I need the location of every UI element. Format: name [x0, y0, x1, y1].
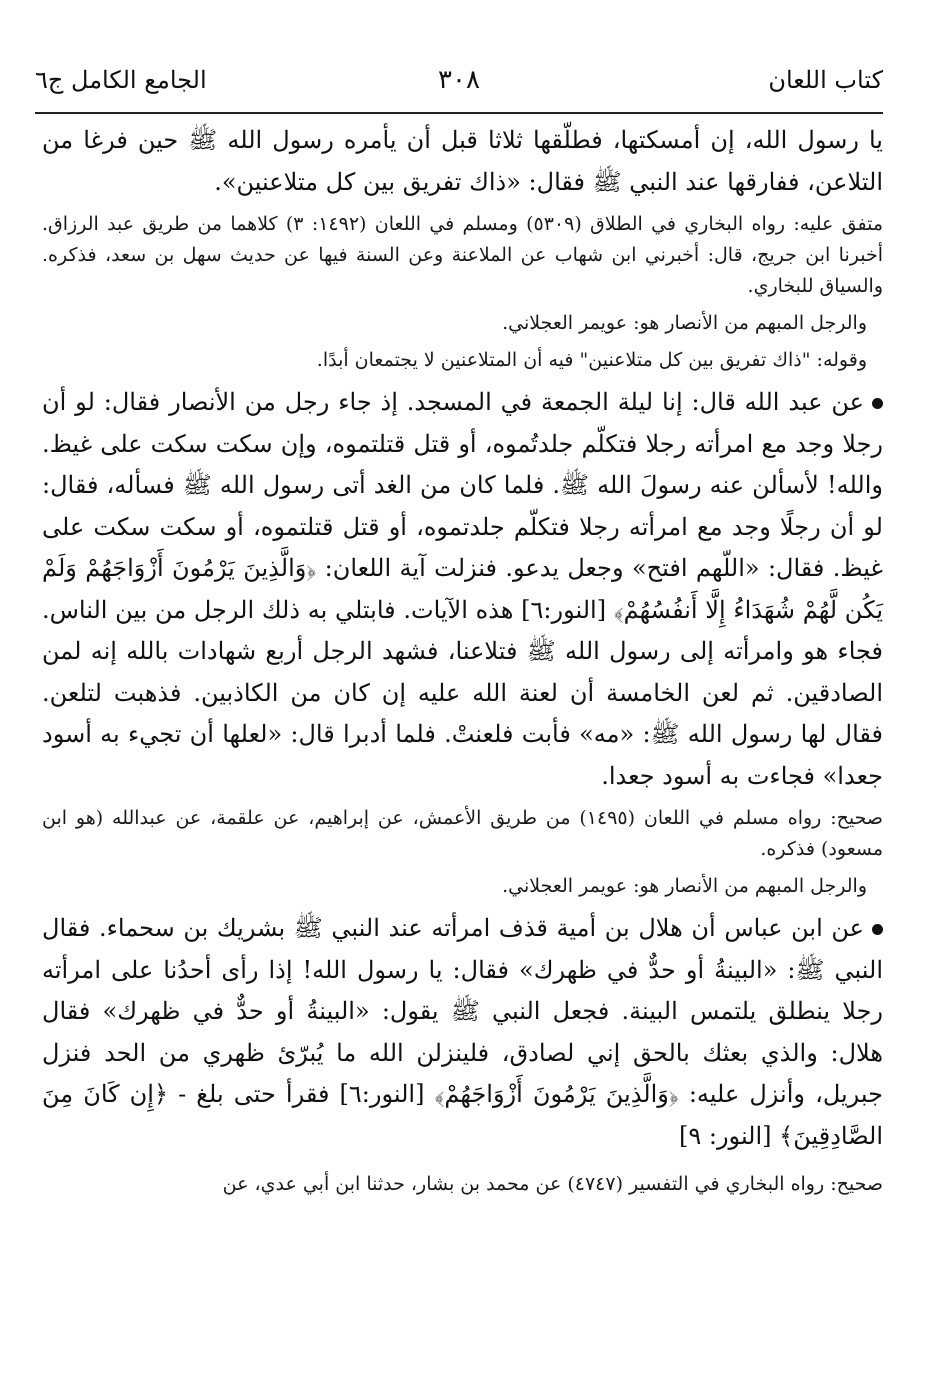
takhrij-note-3: صحيح: رواه البخاري في التفسير (٤٧٤٧) عن محمد بن بشار، حدثنا ابن أبي عدي، عن — [222, 1173, 883, 1195]
book-title: الجامع الكامل ج٦ — [35, 66, 207, 94]
header-divider — [35, 112, 883, 114]
hadith-ibn-masud-text: عن عبد الله قال: إنا ليلة الجمعة في المسجد. إذ جاء رجل من الأنصار فقال: لو أن رجلا وجد مع امرأته رجلا فتكلّم جلدتُموه، أو قتل قتلتموه، وإن سكت سكت على غيظ. والله! لأسألن عنه رسولَ الله ﷺ. فلما كان من الغد أتى رسول الله ﷺ فسأله، فقال: لو أن رجلًا وجد مع امرأته رجلا فتكلّم جلدتموه، أو قتل قتلتموه، أو سكت سكت على غيظ. فقال: «اللّهم افتح» وجعل يدعو. فنزلت آية اللعان: ﴿وَالَّذِينَ يَرْمُونَ أَزْوَاجَهُمْ وَلَمْ يَكُن لَّهُمْ شُهَدَاءُ إِلَّا أَنفُسُهُمْ﴾ [النور:٦] هذه الآيات. فابتلي به ذلك الرجل من بين الناس. فجاء هو وامرأته إلى رسول الله ﷺ فتلاعنا، فشهد الرجل أربع شهادات بالله إنه لمن الصادقين. ثم لعن الخامسة أن لعنة الله عليه إن كان من الكاذبين. فذهبت لتلعن. فقال لها رسول الله ﷺ: «مه» فأبت فلعنتْ. فلما أدبرا قال: «لعلها أن تجيء به أسود جعدا» فجاءت به أسود جعدا. — [42, 388, 883, 790]
explanation-note-1: والرجل المبهم من الأنصار هو: عويمر العجلاني. — [502, 312, 867, 334]
page-header — [35, 60, 883, 110]
explanation-note-3: والرجل المبهم من الأنصار هو: عويمر العجلاني. — [502, 875, 867, 897]
takhrij-note-2: صحيح: رواه مسلم في اللعان (١٤٩٥) من طريق الأعمش، عن إبراهيم، عن علقمة، عن عبدالله (هو ابن مسعود) فذكره. — [42, 807, 883, 860]
hadith-ibn-abbas-text: عن ابن عباس أن هلال بن أمية قذف امرأته عند النبي ﷺ بشريك بن سحماء. فقال النبي ﷺ: «البينةُ أو حدٌّ في ظهرك» فقال: يا رسول الله! إذا رأى أحدُنا على امرأته رجلا ينطلق يلتمس البينة. فجعل النبي ﷺ يقول: «البينةُ أو حدٌّ في ظهرك» فقال هلال: والذي بعثك بالحق إني لصادق، فلينزلن الله ما يُبرّئ ظهري من الحد فنزل جبريل، وأنزل عليه: ﴿وَالَّذِينَ يَرْمُونَ أَزْوَاجَهُمْ﴾ [النور:٦] فقرأ حتى بلغ - ﴿إِن كَانَ مِنَ الصَّادِقِينَ﴾ [النور: ٩] — [42, 914, 883, 1150]
hadith-ibn-abbas — [42, 908, 883, 1157]
explanation-note-2: وقوله: "ذاك تفريق بين كل متلاعنين" فيه أن المتلاعنين لا يجتمعان أبدًا. — [316, 349, 867, 371]
hadith-continuation: يا رسول الله، إن أمسكتها، فطلّقها ثلاثا قبل أن يأمره رسول الله ﷺ حين فرغا من التلاعن، ففارقها عند النبي ﷺ فقال: «ذاك تفريق بين كل متلاعنين». — [42, 126, 883, 196]
hadith-ibn-masud — [42, 382, 883, 797]
chapter-title: كتاب اللعان — [768, 66, 883, 94]
page-content — [42, 120, 883, 1200]
page-number: ٣٠٨ — [438, 65, 480, 95]
takhrij-note-1: متفق عليه: رواه البخاري في الطلاق (٥٣٠٩) ومسلم في اللعان (١٤٩٢: ٣) كلاهما من طريق عبد الرزاق. أخبرنا ابن جريج، قال: أخبرني ابن شهاب عن الملاعنة وعن السنة فيها عن حديث سهل بن سعد، فذكره. والسياق للبخاري. — [42, 213, 883, 297]
bullet-icon — [872, 924, 883, 935]
bullet-icon — [872, 398, 883, 409]
